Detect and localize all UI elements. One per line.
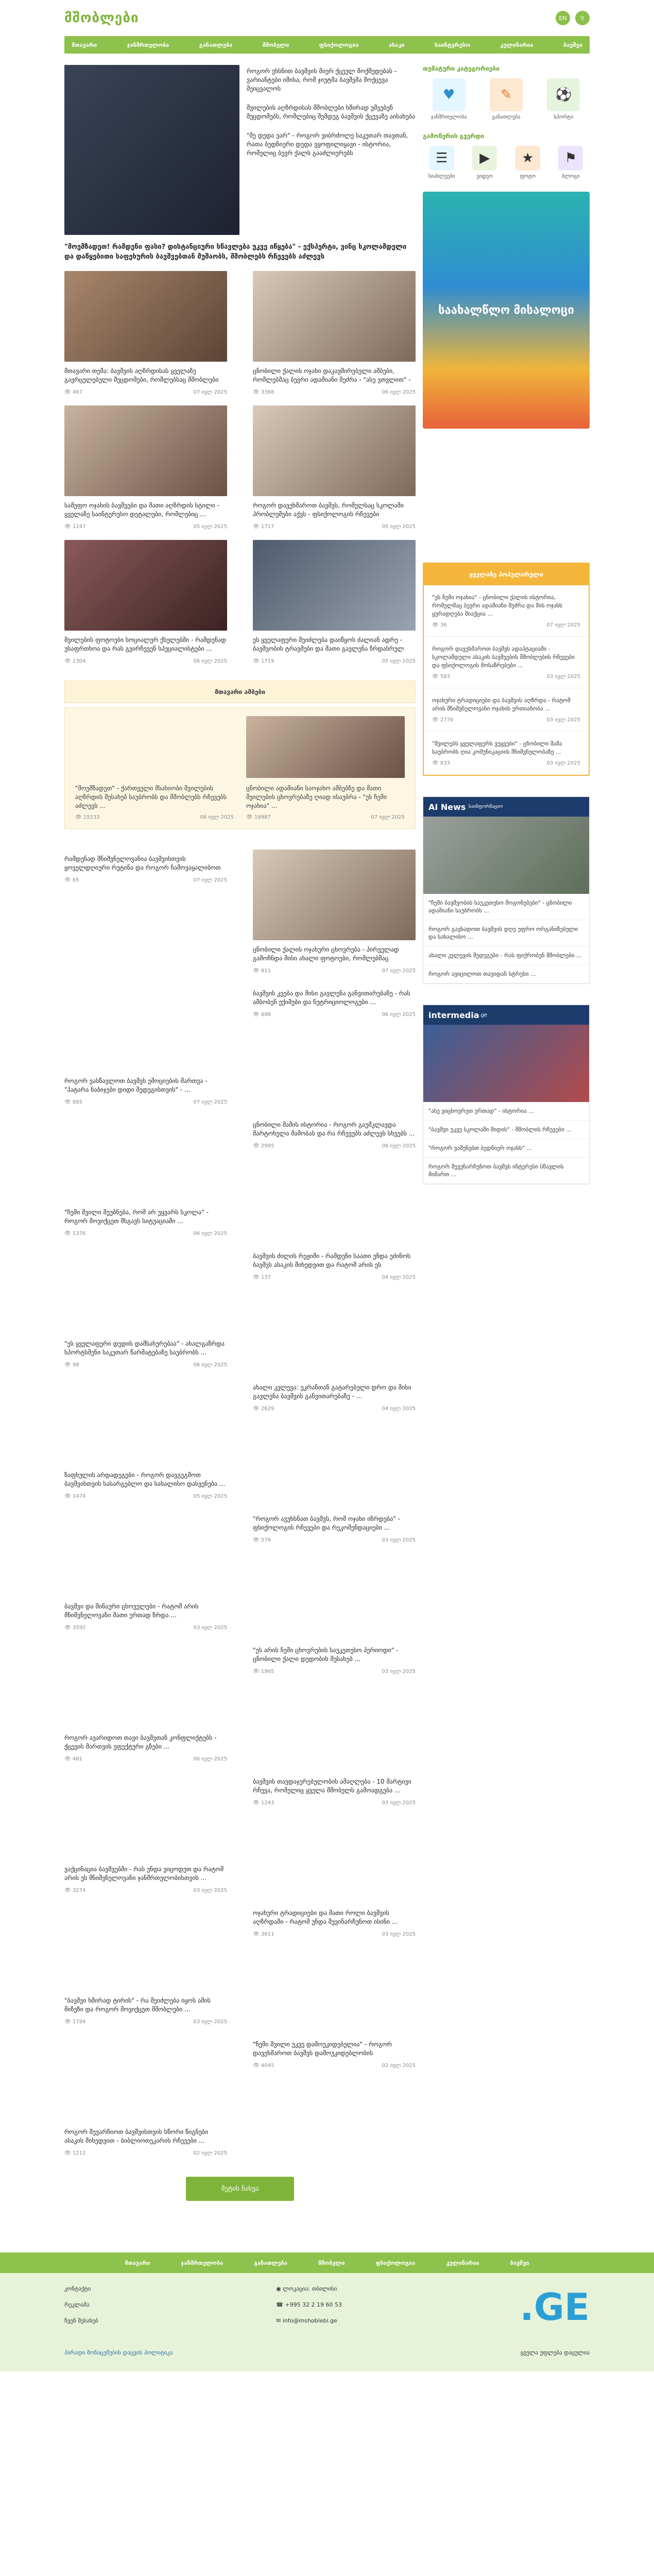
news-date: 06 ივლ 2025 xyxy=(382,389,416,395)
featured-list xyxy=(247,65,416,235)
section-item[interactable] xyxy=(246,716,405,820)
news-date: 03 ივლ 2025 xyxy=(382,1537,416,1543)
nav-item[interactable]: ასაკი xyxy=(388,41,405,48)
views-count: 👁 137 xyxy=(253,1275,271,1280)
news-title[interactable]: როგორ შევარჩიოთ ბავშვისთვის სწორი წიგნები ასაკის მიხედვით - ბიბლიოთეკარის რჩევები ... xyxy=(64,2128,209,2144)
news-card[interactable] xyxy=(64,1510,227,1631)
footer-nav-item[interactable]: კულინარია xyxy=(446,2259,479,2266)
views-count: 👁 885 xyxy=(64,1099,82,1105)
views-count: 👁 3611 xyxy=(253,1931,274,1937)
news-date: 07 ივლ 2025 xyxy=(546,622,580,628)
news-title[interactable]: როგორ ავარიდოთ თავი ბავშვთან კონფლიქტებს - ქცევის მართვის ეფექტური გზები ... xyxy=(64,1734,217,1750)
footer-nav-item[interactable]: ფსიქოლოგია xyxy=(375,2259,416,2266)
news-card[interactable] xyxy=(64,271,227,395)
news-card[interactable] xyxy=(253,1378,416,1499)
footer-bottom xyxy=(64,2349,590,2356)
views-count: 👁 467 xyxy=(64,389,82,395)
section-box xyxy=(64,707,416,829)
email-info[interactable]: ✉ info@mshoblebi.ge xyxy=(276,2317,337,2324)
nav-item[interactable]: მშობელი xyxy=(262,41,289,48)
subscribe-title: გამოწერის გვერდი xyxy=(423,132,485,140)
news-date: 02 ივლ 2025 xyxy=(193,2150,227,2156)
left-column xyxy=(64,65,416,2252)
news-title[interactable]: ცნობილი მამის ისტორია - როგორ გაუმკლავდა მარტოხელა მამობას და რა რჩევებს აძლევს სხვებს ... xyxy=(253,1121,415,1137)
section-item[interactable] xyxy=(75,716,234,820)
card-spacer xyxy=(64,1641,227,1728)
news-title[interactable]: რამდენად მნიშვნელოვანია ბავშვისთვის ყოველდღიური რუტინა და როგორ ჩამოვაყალიბოთ xyxy=(64,855,221,871)
widget-item[interactable]: "ჩემი ბავშვობის საუკეთესო მოგონებები" - ცნობილი ადამიანი საუბრობს ... xyxy=(423,894,589,920)
footer-links xyxy=(64,2285,98,2329)
widget-header[interactable]: AI News საინფორმაციო xyxy=(423,797,589,817)
widget-image[interactable] xyxy=(423,1025,589,1102)
news-date: 03 ივლ 2025 xyxy=(193,2019,227,2025)
footer-nav-item[interactable]: განათლება xyxy=(254,2259,287,2266)
header xyxy=(64,0,590,36)
views-count: 👁 36 xyxy=(432,622,447,628)
news-card[interactable] xyxy=(253,1904,416,2025)
news-card[interactable] xyxy=(64,2035,227,2156)
views-count: 👁 1376 xyxy=(64,1231,86,1236)
views-count: 👁 576 xyxy=(253,1537,271,1543)
news-card[interactable] xyxy=(64,540,227,664)
featured-link[interactable]: შვილების აღზრდისას მშობლები ხშირად უშვებენ შეცდომებს, რომლებიც შემდეგ ბავშვის ქცევაზე აისახება xyxy=(247,104,416,120)
news-date: 02 ივლ 2025 xyxy=(382,2063,416,2069)
news-date: 03 ივლ 2025 xyxy=(382,1669,416,1674)
widget-image[interactable] xyxy=(423,817,589,894)
subscribe-label: სიახლეები xyxy=(428,174,455,179)
news-date: 07 ივლ 2025 xyxy=(193,877,227,883)
category-item[interactable] xyxy=(423,78,475,120)
views-count: 👁 1474 xyxy=(64,1494,86,1499)
section-item-title[interactable]: ცნობილი ადამიანი საოჯახო ამბებზე და მათი შვილების ცხოვრებაზე ღიად ისაუბრა - "ეს ჩემი ოჯახია" ... xyxy=(246,785,387,809)
popular-item-title[interactable]: "შვილებს ყველაფერს ვუყვები" - ცნობილი მამა საუბრობს ღია კომუნიკაციის მნიშვნელობაზე ... xyxy=(432,740,562,755)
news-date: 03 ივლ 2025 xyxy=(193,1888,227,1893)
card-spacer xyxy=(64,1247,227,1334)
phone-info: ☎ +995 32 2 19 60 53 xyxy=(276,2301,342,2308)
card-spacer xyxy=(64,2035,227,2123)
popular-item[interactable] xyxy=(424,732,589,775)
news-card[interactable] xyxy=(253,540,416,664)
views-count: 👁 811 xyxy=(253,968,271,974)
footer xyxy=(0,2252,654,2371)
ad-banner[interactable]: საახალწლო მისალოცი xyxy=(423,192,590,429)
views-count: 👁 1304 xyxy=(64,658,86,664)
widget-item[interactable]: როგორ შევუნარჩუნოთ ბავშვს ინტერესი სწავლის მიმართ ... xyxy=(423,1158,589,1184)
news-title[interactable]: ახალი კვლევა: ეკრანთან გატარებული დრო და მისი გავლენა ბავშვის განვითარებაზე - ... xyxy=(253,1384,411,1400)
news-card[interactable] xyxy=(64,405,227,530)
category-label: განათლება xyxy=(492,114,521,120)
featured-title[interactable]: "მოემზადეთ! რამდენი ფასი? დისტანციური სწავლება უკვე იწყება" - ექსპერტი, ვინც სკოლამდელი და დაწყებითი საფეხურის ბავშვებთან მუშაობს, მშობლებს რჩევებს აძლევს xyxy=(64,243,407,261)
news-date: 03 ივლ 2025 xyxy=(382,1931,416,1937)
news-card[interactable] xyxy=(64,850,227,974)
nav-item[interactable]: ფსიქოლოგია xyxy=(319,41,359,48)
card-spacer xyxy=(64,1904,227,1991)
views-count: 👁 19987 xyxy=(246,815,271,820)
card-spacer xyxy=(64,1772,227,1860)
news-date: 05 ივლ 2025 xyxy=(193,1494,227,1499)
subscribe-links xyxy=(423,146,590,179)
footer-columns xyxy=(64,2285,590,2329)
news-title[interactable]: სამეფო ოჯახის ბავშვები და მათი აღზრდის სტილი - ყველაზე საინტერესო დეტალები, რომლებიც ... xyxy=(64,502,219,518)
news-card[interactable] xyxy=(64,984,227,1105)
news-title[interactable]: "ეს ყველაფერი დედის დამსახურებაა" - ახალგაზრდა სპორტსმენი საკუთარ წარმატებაზე საუბრობს ... xyxy=(64,1340,225,1356)
news-title[interactable]: ეს ყველაფერი შეიძლება დაიწყოს ძალიან ადრე - ბავშვობის ტრავმები და მათი გავლენა ზრდასრულ xyxy=(253,636,404,652)
popular-box xyxy=(423,563,590,776)
views-count: 👁 1719 xyxy=(253,658,274,664)
news-date: 06 ივლ 2025 xyxy=(382,1143,416,1149)
views-count: 👁 15233 xyxy=(75,815,100,820)
nav-item[interactable]: კულინარია xyxy=(500,41,533,48)
views-count: 👁 3368 xyxy=(253,389,274,395)
views-count: 👁 4045 xyxy=(253,2063,274,2069)
copyright: ყველა უფლება დაცულია xyxy=(520,2349,590,2356)
views-count: 👁 1243 xyxy=(253,1800,274,1806)
news-card[interactable] xyxy=(253,405,416,530)
widget-item[interactable]: როგორ ავიცილოთ თავიდან სტრესი ... xyxy=(423,965,589,984)
book-icon[interactable]: ✎ xyxy=(490,78,523,111)
popular-item[interactable] xyxy=(424,637,589,688)
views-count: 👁 2776 xyxy=(432,717,454,723)
views-count: 👁 833 xyxy=(432,760,450,766)
views-count: 👁 481 xyxy=(64,1756,82,1762)
news-title[interactable]: ბავშვი და შინაური ცხოველები - რატომ არის მნიშვნელოვანი მათი ერთად ზრდა ... xyxy=(64,1603,199,1619)
news-image[interactable] xyxy=(64,271,227,362)
news-title[interactable]: შვილების ფოტოები სოციალურ ქსელებში - რამდენად უსაფრთხოა და რას გვირჩევენ სპეციალისტები ... xyxy=(64,636,227,652)
section-item-title[interactable]: "მოემზადეთ" - ქართველი მსახიობი შვილების აღზრდის შესახებ საუბრობს და მშობლებს რჩევებს აძლევს ... xyxy=(75,785,227,809)
views-count: 👁 98 xyxy=(64,1362,79,1368)
popular-item[interactable] xyxy=(424,585,589,637)
nav-item[interactable]: საინტერესო xyxy=(434,41,470,48)
news-date: 03 ივლ 2025 xyxy=(546,717,580,723)
news-card[interactable] xyxy=(64,1641,227,1762)
page xyxy=(64,0,590,2252)
news-image[interactable] xyxy=(253,405,416,496)
card-spacer xyxy=(64,1115,227,1203)
featured-link[interactable]: როგორ ვხსნით ბავშვის მიერ ქცეულ მოქმედებას - ვარიანტები იმისა, რომ ჯიუტმა ბავშვმა მოქცევა შეიცვალოს xyxy=(247,67,397,92)
news-title[interactable]: როგორ დავეხმაროთ ბავშვს, რომელსაც სკოლაში პრობლემები აქვს - ფსიქოლოგის რჩევები xyxy=(253,502,404,518)
section-heading: მთავარი ამბები xyxy=(64,681,416,703)
subscribe-item[interactable] xyxy=(552,146,590,179)
news-title[interactable]: ოჯახური ტრადიციები და მათი როლი ბავშვის აღზრდაში - რატომ უნდა შევინარჩუნოთ ისინი ... xyxy=(253,1909,398,1925)
views-count: 👁 583 xyxy=(432,674,450,680)
news-date: 03 ივლ 2025 xyxy=(193,1625,227,1631)
heart-icon[interactable]: ♥ xyxy=(433,78,466,111)
card-spacer xyxy=(64,1510,227,1597)
news-date: 04 ივლ 2025 xyxy=(382,1406,416,1412)
widget-item[interactable]: "ბავშვი უკვე სკოლაში მიდის" - მშობლის რჩევები ... xyxy=(423,1121,589,1139)
footer-link[interactable]: ჩვენ შესახებ xyxy=(64,2317,98,2324)
footer-nav-item[interactable]: ბავშვი xyxy=(510,2259,529,2266)
news-date: 03 ივლ 2025 xyxy=(382,1800,416,1806)
popular-item[interactable] xyxy=(424,688,589,732)
ball-icon[interactable]: ⚽ xyxy=(547,78,580,111)
photo-icon[interactable]: ★ xyxy=(515,146,540,171)
news-grid-top xyxy=(64,271,416,664)
news-title[interactable]: "როგორ ავუხსნათ ბავშვს, რომ ოჯახი იზრდება" - ფსიქოლოგის რჩევები და რეკომენდაციები ... xyxy=(253,1515,400,1531)
card-spacer xyxy=(64,1378,227,1466)
news-title[interactable]: "ჩემი შვილი უკვე დამოუკიდებელია" - როგორ დავეხმაროთ ბავშვს დამოუკიდებლობის xyxy=(253,2041,392,2057)
widget-item[interactable]: "ასე ვიცხოვრეთ ერთად" - ისტორია ... xyxy=(423,1102,589,1121)
news-title[interactable]: ბავშვის ძილის რეჟიმი - რამდენი საათი უნდა ეძინოს ბავშვს ასაკის მიხედვით და რატომ არის ეს xyxy=(253,1252,411,1268)
news-card[interactable] xyxy=(253,1510,416,1631)
news-date: 06 ივლ 2025 xyxy=(193,1362,227,1368)
section-spacer xyxy=(75,716,234,778)
news-date: 06 ივლ 2025 xyxy=(193,1756,227,1762)
news-title[interactable]: "ბავშვი ხშირად ტირის" - რა შეიძლება იყოს ამის მიზეზი და როგორ მოვიქცეთ მშობლები ... xyxy=(64,1997,211,2013)
news-date: 07 ივლ 2025 xyxy=(382,968,416,974)
news-image[interactable] xyxy=(253,850,416,940)
subscribe-label: ვიდეო xyxy=(476,174,493,179)
views-count: 👁 1212 xyxy=(64,2150,86,2156)
news-card[interactable] xyxy=(253,850,416,974)
category-item[interactable] xyxy=(480,78,532,120)
news-image[interactable] xyxy=(64,540,227,631)
news-card[interactable] xyxy=(253,1641,416,1762)
header-tools xyxy=(556,11,590,25)
news-card[interactable] xyxy=(64,1904,227,2025)
footer-contact xyxy=(276,2285,342,2329)
nav-item[interactable]: ბავშვი xyxy=(563,41,582,48)
footer-nav xyxy=(0,2252,654,2273)
widget-item[interactable]: ახალი კვლევის შედეგები - რას ფიქრობენ მშობლები ... xyxy=(423,946,589,965)
popular-title: ყველაზე პოპულარული xyxy=(424,564,589,585)
news-card[interactable] xyxy=(253,1115,416,1236)
news-title[interactable]: ზაფხულის არდადეგები - როგორ დავგეგმოთ ბავშვისთვის სასარგებლო და სახალისო დასვენება ... xyxy=(64,1471,226,1487)
news-image[interactable] xyxy=(64,405,227,496)
categories-title: თემატური კატეგორიები xyxy=(423,65,500,72)
views-count: 👁 1965 xyxy=(253,1669,274,1674)
news-date: 06 ივლ 2025 xyxy=(193,1231,227,1236)
news-card[interactable] xyxy=(253,1247,416,1368)
category-label: ჯანმრთელობა xyxy=(431,114,467,120)
news-date: 06 ივლ 2025 xyxy=(200,815,234,820)
subscribe-label: ფოტო xyxy=(520,174,536,179)
widget-item[interactable]: "როგორ ვაშენებთ ბედნიერ ოჯახს" ... xyxy=(423,1139,589,1158)
footer-nav-item[interactable]: ჯანმრთელობა xyxy=(181,2259,223,2266)
views-count: 👁 3274 xyxy=(64,1888,86,1893)
right-sidebar xyxy=(423,65,590,2252)
categories xyxy=(423,78,590,120)
main-nav xyxy=(64,36,590,54)
blog-icon[interactable]: ⚑ xyxy=(558,146,583,171)
views-count: 👁 2629 xyxy=(253,1406,274,1412)
news-date: 06 ივლ 2025 xyxy=(193,658,227,664)
news-title[interactable]: "ჩემი შვილი მეუბნება, რომ არ უყვარს სკოლა" - როგორ მოვიქცეთ მსგავს სიტუაციაში ... xyxy=(64,1209,209,1225)
popular-item-title[interactable]: როგორ დავეხმაროთ ბავშვს ადაპტაციაში - სკოლამდელი ასაკის ბავშვების მშობლების რჩევები და ფსიქოლოგის მოსაზრებები ... xyxy=(432,646,575,669)
news-date: 03 ივლ 2025 xyxy=(546,760,580,766)
subscribe-item[interactable] xyxy=(466,146,504,179)
news-card[interactable] xyxy=(253,984,416,1105)
news-card[interactable] xyxy=(253,1772,416,1893)
news-card[interactable] xyxy=(253,271,416,395)
site-logo[interactable]: მშობლები xyxy=(64,10,139,26)
popular-item-title[interactable]: "ეს ჩემი ოჯახია" - ცნობილი ქალის ისტორია, რომელმაც ბევრი ადამიანი შეძრა და მის ოჯახს ყურადღება მიაქცია ... xyxy=(432,594,562,617)
privacy-link[interactable]: პირადი მონაცემების დაცვის პოლიტიკა xyxy=(64,2349,173,2356)
news-title[interactable]: ცნობილი ქალის ოჯახი დაკავშირებული ამბები, რომლებმაც ბევრი ადამიანი შეძრა - "ასე ვთვლით" - xyxy=(253,367,411,383)
views-count: 👁 1794 xyxy=(64,2019,86,2025)
language-button[interactable]: EN xyxy=(556,11,570,25)
nav-item[interactable]: განათლება xyxy=(199,41,233,48)
main-content xyxy=(64,65,590,2252)
subscribe-item[interactable] xyxy=(423,146,461,179)
news-date: 04 ივლ 2025 xyxy=(382,1275,416,1280)
views-count: 👁 1717 xyxy=(253,524,274,530)
views-count: 👁 698 xyxy=(253,1012,271,1018)
news-date: 07 ივლ 2025 xyxy=(371,815,405,820)
subscribe-label: ბლოგი xyxy=(561,174,580,179)
section-image[interactable] xyxy=(246,716,405,778)
news-title[interactable]: ბავშვის თავდაჯერებულობის ამაღლება - 10 მარტივი რჩევა, რომელიც ყველა მშობელს გამოადგება ... xyxy=(253,1778,411,1794)
featured-link[interactable]: "მე დედა ვარ" - როგორ ვიბრძოლე საკუთარ თავთან, რათა ბედნიერი დედა ვყოფილიყავი - ისტორია, რომელიც ბევრ ქალს გააძლიერებს xyxy=(247,132,408,157)
news-card[interactable] xyxy=(64,1772,227,1893)
search-icon[interactable]: ⚲ xyxy=(575,11,590,25)
news-title[interactable]: ვაქცინაცია ბავშვებში - რას უნდა ვიცოდეთ და რატომ არის ეს მნიშვნელოვანი ჯანმრთელობისთვის ... xyxy=(64,1866,224,1882)
views-count: 👁 1247 xyxy=(64,524,86,530)
news-date: 06 ივლ 2025 xyxy=(382,1012,416,1018)
footer-link[interactable]: კონტაქტი xyxy=(64,2285,91,2292)
partner-widget-ainews xyxy=(423,796,590,984)
news-card[interactable] xyxy=(64,1378,227,1499)
news-date: 07 ივლ 2025 xyxy=(193,389,227,395)
news-title[interactable]: მთავარი თემა: ბავშვის აღზრდისას ყველაზე გავრცელებული შეცდომები, რომლებსაც მშობლები xyxy=(64,367,219,383)
footer-nav-item[interactable]: მთავარი xyxy=(125,2259,150,2266)
news-date: 05 ივლ 2025 xyxy=(382,524,416,530)
featured-block xyxy=(64,65,416,235)
news-date: 05 ივლ 2025 xyxy=(382,658,416,664)
news-grid-bottom xyxy=(64,850,416,2156)
news-card[interactable] xyxy=(64,1247,227,1368)
news-card[interactable] xyxy=(253,2035,416,2156)
news-title[interactable]: ბავშვის კვება და მისი გავლენა განვითარებაზე - რას ამბობენ ექიმები და ნუტრიციოლოგები ... xyxy=(253,990,410,1006)
widget-item[interactable]: როგორ გავხადოთ ბავშვის დღე უფრო ორგანიზებული და სახალისო ... xyxy=(423,920,589,946)
ge-logo[interactable]: .GE xyxy=(520,2285,590,2329)
news-date: 03 ივლ 2025 xyxy=(546,674,580,680)
location-info: ◉ ლოკაცია: თბილისი xyxy=(276,2285,337,2292)
nav-item[interactable]: მთავარი xyxy=(72,41,97,48)
news-date: 07 ივლ 2025 xyxy=(193,1099,227,1105)
news-card[interactable] xyxy=(64,1115,227,1236)
views-count: 👁 3592 xyxy=(64,1625,86,1631)
subscribe-item[interactable] xyxy=(509,146,547,179)
views-count: 👁 2995 xyxy=(253,1143,274,1149)
news-title[interactable]: "ეს არის ჩემი ცხოვრების საუკეთესო პერიოდი" - ცნობილი ქალი დედობის შესახებ ... xyxy=(253,1647,399,1663)
category-label: სპორტი xyxy=(554,114,574,120)
news-image[interactable] xyxy=(253,271,416,362)
nav-item[interactable]: ჯანმრთელობა xyxy=(127,41,169,48)
card-spacer xyxy=(64,984,227,1072)
news-title[interactable]: როგორ ვასწავლოთ ბავშვს ემოციების მართვა - "პატარა ნაბიჯები დიდი შედეგისთვის" - ... xyxy=(64,1077,208,1093)
popular-item-title[interactable]: ოჯახური ტრადიციები და ბავშვის აღზრდა - რატომ არის მნიშვნელოვანი ოჯახის ერთიანობა ... xyxy=(432,697,571,712)
news-date: 05 ივლ 2025 xyxy=(193,524,227,530)
featured-image[interactable] xyxy=(64,65,239,235)
news-image[interactable] xyxy=(253,540,416,631)
footer-nav-item[interactable]: მშობელი xyxy=(318,2259,345,2266)
video-icon[interactable]: ▶ xyxy=(472,146,497,171)
views-count: 👁 65 xyxy=(64,877,79,883)
load-more-button[interactable]: მეტის ნახვა xyxy=(186,2177,294,2201)
partner-widget-intermedia xyxy=(423,1005,590,1184)
news-icon[interactable]: ☰ xyxy=(429,146,454,171)
footer-link[interactable]: რეკლამა xyxy=(64,2301,90,2308)
category-item[interactable] xyxy=(538,78,590,120)
news-title[interactable]: ცნობილი ქალის ოჯახური ცხოვრება - პირველად გამოჩნდა მისი ახალი ფოტოები, რომლებმაც xyxy=(253,946,399,962)
widget-header[interactable]: intermedia .ge xyxy=(423,1005,589,1025)
